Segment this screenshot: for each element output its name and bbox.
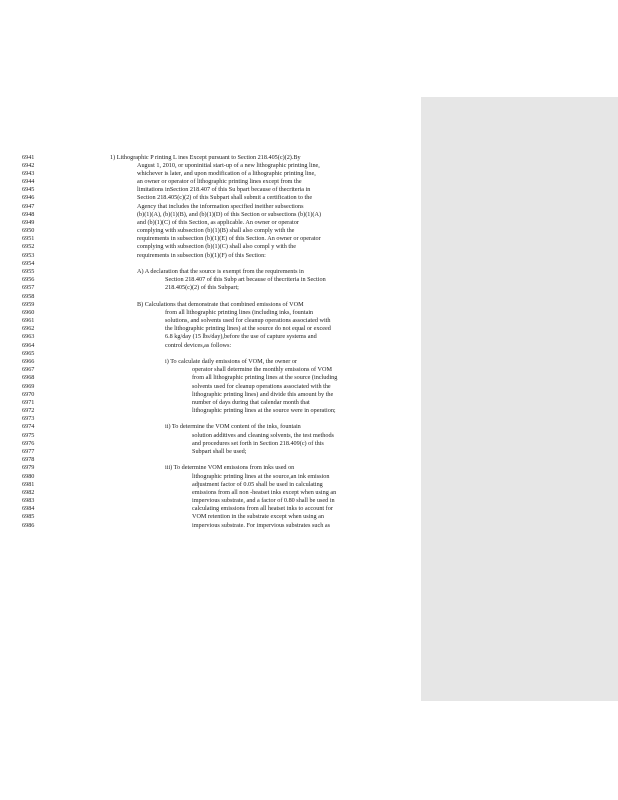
line-text: (b)(1)(A), (b)(1)(B), and (b)(1)(D) of this Section or subsections (b)(1)(A) <box>137 210 322 218</box>
line-number: 6978 <box>22 456 35 464</box>
line-number: 6953 <box>22 251 35 259</box>
line-number: 6948 <box>22 210 35 218</box>
line-number: 6964 <box>22 341 35 349</box>
line-number: 6968 <box>22 374 35 382</box>
line-number: 6986 <box>22 521 35 529</box>
line-number: 6976 <box>22 439 35 447</box>
line-text: solutions, and solvents used for cleanup operations associated with <box>165 317 331 325</box>
line-text: adjustment factor of 0.05 shall be used in calculating <box>192 480 323 488</box>
line-number: 6949 <box>22 218 35 226</box>
line-text: requirements in subsection (b)(1)(F) of this Section: <box>137 251 266 259</box>
line-number: 6941 <box>22 153 35 161</box>
line-text: Section 218.405(c)(2) of this Subpart shall submit a certification to the <box>137 194 313 202</box>
line-text: solvents used for cleanup operations associated with the <box>192 382 331 390</box>
line-number: 6979 <box>22 464 35 472</box>
line-number: 6969 <box>22 382 35 390</box>
line-text: solution additives and cleaning solvents, the test methods <box>192 431 334 439</box>
line-text: limitations inSection 218.407 of this Su bpart because of thecriteria in <box>137 186 311 194</box>
line-number: 6966 <box>22 358 35 365</box>
line-number: 6965 <box>22 349 35 357</box>
line-text: emissions from all non -heatset inks except when using an <box>192 488 337 496</box>
line-text: lithographic printing lines at the source were in operation; <box>192 407 336 415</box>
line-text: and (b)(1)(C) of this Section, as applicable. An owner or operator <box>137 218 299 226</box>
line-number: 6973 <box>22 415 35 423</box>
line-number: 6980 <box>22 472 35 480</box>
line-text: August 1, 2010, or uponinitial start-up of a new lithographic printing line, <box>137 161 320 169</box>
line-text: from all lithographic printing lines at the source (including <box>192 374 338 382</box>
line-text: from all lithographic printing lines (including inks, fountain <box>165 308 314 316</box>
line-text: complying with subsection (b)(1)(B) shall also comply with the <box>137 227 295 235</box>
line-number: 6943 <box>22 169 35 177</box>
line-number: 6974 <box>22 423 35 431</box>
line-text: impervious substrate, and a factor of 0.80 shall be used in <box>192 497 335 505</box>
line-number: 6981 <box>22 480 35 488</box>
line-number: 6946 <box>22 194 35 202</box>
line-number: 6971 <box>22 398 35 406</box>
line-text: and procedures set forth in Section 218.409(c) of this <box>192 439 324 447</box>
line-text: ii) To determine the VOM content of the inks, fountain <box>165 423 301 431</box>
line-number: 6956 <box>22 276 35 284</box>
line-text: 1) Lithographic P rinting L ines Except pursuant to Section 218.405(c)(2).By <box>110 153 301 161</box>
line-text: lithographic printing lines) and divide this amount by the <box>192 390 334 398</box>
line-number: 6955 <box>22 268 35 276</box>
line-number: 6951 <box>22 235 35 243</box>
line-number: 6963 <box>22 333 35 341</box>
line-number: 6957 <box>22 284 35 292</box>
line-text: the lithographic printing lines) at the source do not equal or exceed <box>165 325 331 333</box>
line-text: Agency that includes the information specified ineither subsections <box>137 202 304 210</box>
line-number: 6947 <box>22 202 35 210</box>
line-text: iii) To determine VOM emissions from inks used on <box>165 464 295 472</box>
line-text: 6.8 kg/day (15 lbs/day),before the use of capture systems and <box>165 333 317 341</box>
line-number: 6944 <box>22 178 35 186</box>
line-number: 6959 <box>22 300 35 308</box>
line-number: 6975 <box>22 431 35 439</box>
line-number: 6962 <box>22 325 35 333</box>
line-text: B) Calculations that demonstrate that combined emissions of VOM <box>137 300 304 308</box>
line-text: Section 218.407 of this Subp art because of thecriteria in Section <box>165 276 326 284</box>
line-text: requirements in subsection (b)(1)(E) of this Section. An owner or operator <box>137 235 321 243</box>
line-text: impervious substrate. For impervious substrates such as <box>192 521 330 529</box>
line-text: lithographic printing lines at the source,an ink emission <box>192 472 330 480</box>
line-text: complying with subsection (b)(1)(C) shall also compl y with the <box>137 243 296 251</box>
line-text: VOM retention in the substrate except when using an <box>192 513 324 521</box>
line-number: 6970 <box>22 390 35 398</box>
line-number: 6945 <box>22 186 35 194</box>
line-number: 6960 <box>22 308 35 316</box>
comment-pane[interactable] <box>421 97 618 701</box>
line-text: i) To calculate daily emissions of VOM, the owner or <box>165 358 297 365</box>
line-number: 6985 <box>22 513 35 521</box>
line-number: 6958 <box>22 292 35 300</box>
line-text: calculating emissions from all heatset inks to account for <box>192 505 333 513</box>
line-text: whichever is later, and upon modification of a lithographic printing line, <box>137 169 316 177</box>
line-number: 6950 <box>22 227 35 235</box>
line-text: control devices,as follows: <box>165 341 232 349</box>
line-number: 6983 <box>22 497 35 505</box>
line-text: operator shall determine the monthly emissions of VOM <box>192 366 332 374</box>
line-number: 6972 <box>22 407 35 415</box>
line-text: Subpart shall be used; <box>192 447 247 455</box>
line-text: 218.405(c)(2) of this Subpart; <box>165 284 239 292</box>
line-number: 6954 <box>22 259 35 267</box>
line-text: an owner or operator of lithographic printing lines except from the <box>137 178 302 186</box>
line-number: 6977 <box>22 447 35 455</box>
line-number: 6942 <box>22 161 35 169</box>
line-text: number of days during that calendar month that <box>192 398 310 406</box>
line-number: 6967 <box>22 366 35 374</box>
line-number: 6961 <box>22 317 35 325</box>
line-number: 6952 <box>22 243 35 251</box>
line-number: 6984 <box>22 505 35 513</box>
line-text: A) A declaration that the source is exempt from the requirements in <box>137 268 304 276</box>
line-number: 6982 <box>22 488 35 496</box>
document-line <box>0 521 421 530</box>
